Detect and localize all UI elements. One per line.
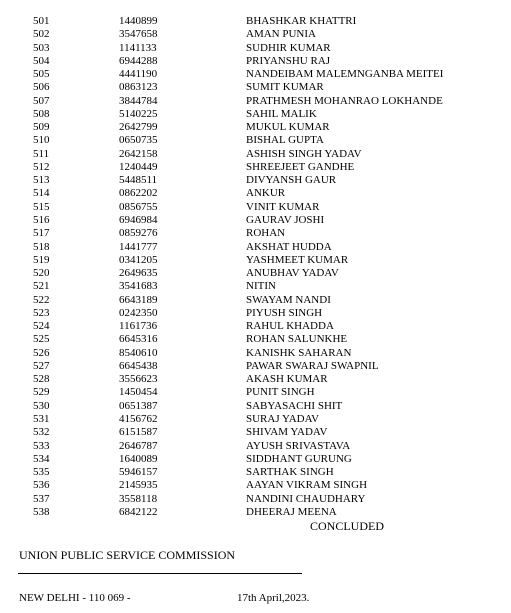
- list-item: [0, 347, 511, 360]
- roll-number: 6842122: [119, 505, 158, 518]
- roll-number: 6645316: [119, 333, 158, 346]
- serial-number: 526: [33, 346, 50, 359]
- list-item: [0, 479, 511, 492]
- candidate-name: GAURAV JOSHI: [246, 213, 325, 226]
- candidate-name: PIYUSH SINGH: [246, 306, 323, 319]
- serial-number: 506: [33, 81, 50, 94]
- serial-number: 531: [33, 412, 50, 425]
- roll-number: 0341205: [119, 253, 158, 266]
- list-item: [0, 201, 511, 214]
- roll-number: 3558118: [119, 492, 158, 505]
- serial-number: 516: [33, 213, 50, 226]
- candidate-name: YASHMEET KUMAR: [246, 253, 349, 266]
- roll-number: 3844784: [119, 94, 158, 107]
- roll-number: 5140225: [119, 107, 158, 120]
- serial-number: 517: [33, 227, 50, 240]
- roll-number: 6645438: [119, 359, 158, 372]
- candidate-name: NANDEIBAM MALEMNGANBA MEITEI: [246, 68, 444, 81]
- list-item: [0, 413, 511, 426]
- candidate-name: ANUBHAV YADAV: [246, 267, 339, 280]
- candidate-name: SIDDHANT GURUNG: [246, 452, 352, 465]
- serial-number: 514: [33, 187, 50, 200]
- roll-number: 4441190: [119, 68, 158, 81]
- list-item: [0, 294, 511, 307]
- candidate-name: KANISHK SAHARAN: [246, 346, 352, 359]
- roll-number: 0863123: [119, 81, 158, 94]
- serial-number: 521: [33, 280, 50, 293]
- roll-number: 5946157: [119, 466, 158, 479]
- place-line: NEW DELHI - 110 069 -: [19, 592, 131, 604]
- serial-number: 535: [33, 466, 50, 479]
- roll-number: 0650735: [119, 134, 158, 147]
- candidate-name: ASHISH SINGH YADAV: [246, 147, 362, 160]
- list-item: [0, 161, 511, 174]
- candidate-name: SARTHAK SINGH: [246, 466, 334, 479]
- candidate-name: SHREEJEET GANDHE: [246, 160, 355, 173]
- serial-number: 522: [33, 293, 50, 306]
- list-item: [0, 426, 511, 439]
- roll-number: 0862202: [119, 187, 158, 200]
- list-item: [0, 254, 511, 267]
- candidate-name: PRATHMESH MOHANRAO LOKHANDE: [246, 94, 443, 107]
- candidate-name: ANKUR: [246, 187, 286, 200]
- roll-number: 5448511: [119, 174, 158, 187]
- roll-number: 1441777: [119, 240, 158, 253]
- list-item: [0, 280, 511, 293]
- serial-number: 501: [33, 15, 50, 27]
- roll-number: 1640089: [119, 452, 158, 465]
- list-item: [0, 121, 511, 134]
- list-item: [0, 241, 511, 254]
- list-item: [0, 227, 511, 240]
- serial-number: 502: [33, 28, 50, 41]
- roll-number: 0859276: [119, 227, 158, 240]
- roll-number: 8540610: [119, 346, 158, 359]
- list-item: [0, 466, 511, 479]
- candidate-name: SUMIT KUMAR: [246, 81, 324, 94]
- list-item: [0, 506, 511, 519]
- serial-number: 511: [33, 147, 50, 160]
- serial-number: 509: [33, 121, 50, 134]
- list-item: [0, 187, 511, 200]
- candidate-name: VINIT KUMAR: [246, 200, 320, 213]
- list-item: [0, 386, 511, 399]
- serial-number: 510: [33, 134, 50, 147]
- list-item: [0, 214, 511, 227]
- candidate-name: NANDINI CHAUDHARY: [246, 492, 366, 505]
- serial-number: 504: [33, 54, 50, 67]
- list-item: [0, 108, 511, 121]
- roll-number: 2649635: [119, 267, 158, 280]
- candidate-name: SHIVAM YADAV: [246, 426, 328, 439]
- serial-number: 507: [33, 94, 50, 107]
- list-item: [0, 440, 511, 453]
- serial-number: 533: [33, 439, 50, 452]
- candidate-name: PRIYANSHU RAJ: [246, 54, 331, 67]
- serial-number: 529: [33, 386, 50, 399]
- candidate-name: ROHAN SALUNKHE: [246, 333, 348, 346]
- candidate-name: ROHAN: [246, 227, 286, 240]
- roll-number: 3556623: [119, 373, 158, 386]
- roll-number: 0651387: [119, 399, 158, 412]
- serial-number: 530: [33, 399, 50, 412]
- roll-number: 2145935: [119, 479, 158, 492]
- list-item: [0, 68, 511, 81]
- roll-number: 6151587: [119, 426, 158, 439]
- serial-number: 520: [33, 267, 50, 280]
- candidate-name: NITIN: [246, 280, 276, 293]
- roll-number: 1440899: [119, 15, 158, 27]
- candidate-name: BHASHKAR KHATTRI: [246, 15, 357, 27]
- divider-line: [18, 573, 302, 574]
- concluded-label: CONCLUDED: [310, 519, 384, 533]
- date-line: 17th April,2023.: [237, 592, 310, 604]
- list-item: [0, 148, 511, 161]
- serial-number: 505: [33, 68, 50, 81]
- serial-number: 515: [33, 200, 50, 213]
- candidate-name: BISHAL GUPTA: [246, 134, 324, 147]
- serial-number: 528: [33, 373, 50, 386]
- list-item: [0, 134, 511, 147]
- roll-number: 2646787: [119, 439, 158, 452]
- serial-number: 519: [33, 253, 50, 266]
- serial-number: 512: [33, 160, 50, 173]
- organization-name: UNION PUBLIC SERVICE COMMISSION: [19, 548, 236, 562]
- roll-number: 3541683: [119, 280, 158, 293]
- roll-number: 0856755: [119, 200, 158, 213]
- list-item: [0, 28, 511, 41]
- candidate-name: AKASH KUMAR: [246, 373, 328, 386]
- roll-number: 0242350: [119, 306, 158, 319]
- list-item: [0, 95, 511, 108]
- candidate-name: AKSHAT HUDDA: [246, 240, 332, 253]
- results-list: [0, 15, 511, 519]
- list-item: [0, 15, 511, 28]
- list-item: [0, 333, 511, 346]
- serial-number: 513: [33, 174, 50, 187]
- serial-number: 523: [33, 306, 50, 319]
- candidate-name: DHEERAJ MEENA: [246, 505, 337, 518]
- roll-number: 6944288: [119, 54, 158, 67]
- candidate-name: PUNIT SINGH: [246, 386, 315, 399]
- serial-number: 536: [33, 479, 50, 492]
- roll-number: 6643189: [119, 293, 158, 306]
- serial-number: 524: [33, 320, 50, 333]
- list-item: [0, 81, 511, 94]
- list-item: [0, 174, 511, 187]
- candidate-name: DIVYANSH GAUR: [246, 174, 337, 187]
- serial-number: 508: [33, 107, 50, 120]
- list-item: [0, 320, 511, 333]
- list-item: [0, 42, 511, 55]
- serial-number: 538: [33, 505, 50, 518]
- serial-number: 532: [33, 426, 50, 439]
- roll-number: 1141133: [119, 41, 157, 54]
- roll-number: 1240449: [119, 160, 158, 173]
- list-item: [0, 493, 511, 506]
- list-item: [0, 307, 511, 320]
- serial-number: 534: [33, 452, 50, 465]
- candidate-name: SURAJ YADAV: [246, 412, 320, 425]
- roll-number: 6946984: [119, 213, 158, 226]
- roll-number: 1450454: [119, 386, 158, 399]
- candidate-name: AMAN PUNIA: [246, 28, 316, 41]
- roll-number: 1161736: [119, 320, 158, 333]
- serial-number: 537: [33, 492, 50, 505]
- roll-number: 3547658: [119, 28, 158, 41]
- candidate-name: SABYASACHI SHIT: [246, 399, 343, 412]
- candidate-name: SUDHIR KUMAR: [246, 41, 331, 54]
- candidate-name: AYUSH SRIVASTAVA: [246, 439, 351, 452]
- list-item: [0, 360, 511, 373]
- serial-number: 527: [33, 359, 50, 372]
- serial-number: 503: [33, 41, 50, 54]
- roll-number: 2642799: [119, 121, 158, 134]
- list-item: [0, 400, 511, 413]
- candidate-name: SWAYAM NANDI: [246, 293, 331, 306]
- candidate-name: MUKUL KUMAR: [246, 121, 330, 134]
- candidate-name: PAWAR SWARAJ SWAPNIL: [246, 359, 379, 372]
- list-item: [0, 55, 511, 68]
- serial-number: 525: [33, 333, 50, 346]
- candidate-name: RAHUL KHADDA: [246, 320, 334, 333]
- candidate-name: SAHIL MALIK: [246, 107, 317, 120]
- roll-number: 4156762: [119, 412, 158, 425]
- candidate-name: AAYAN VIKRAM SINGH: [246, 479, 368, 492]
- roll-number: 2642158: [119, 147, 158, 160]
- list-item: [0, 267, 511, 280]
- serial-number: 518: [33, 240, 50, 253]
- list-item: [0, 453, 511, 466]
- list-item: [0, 373, 511, 386]
